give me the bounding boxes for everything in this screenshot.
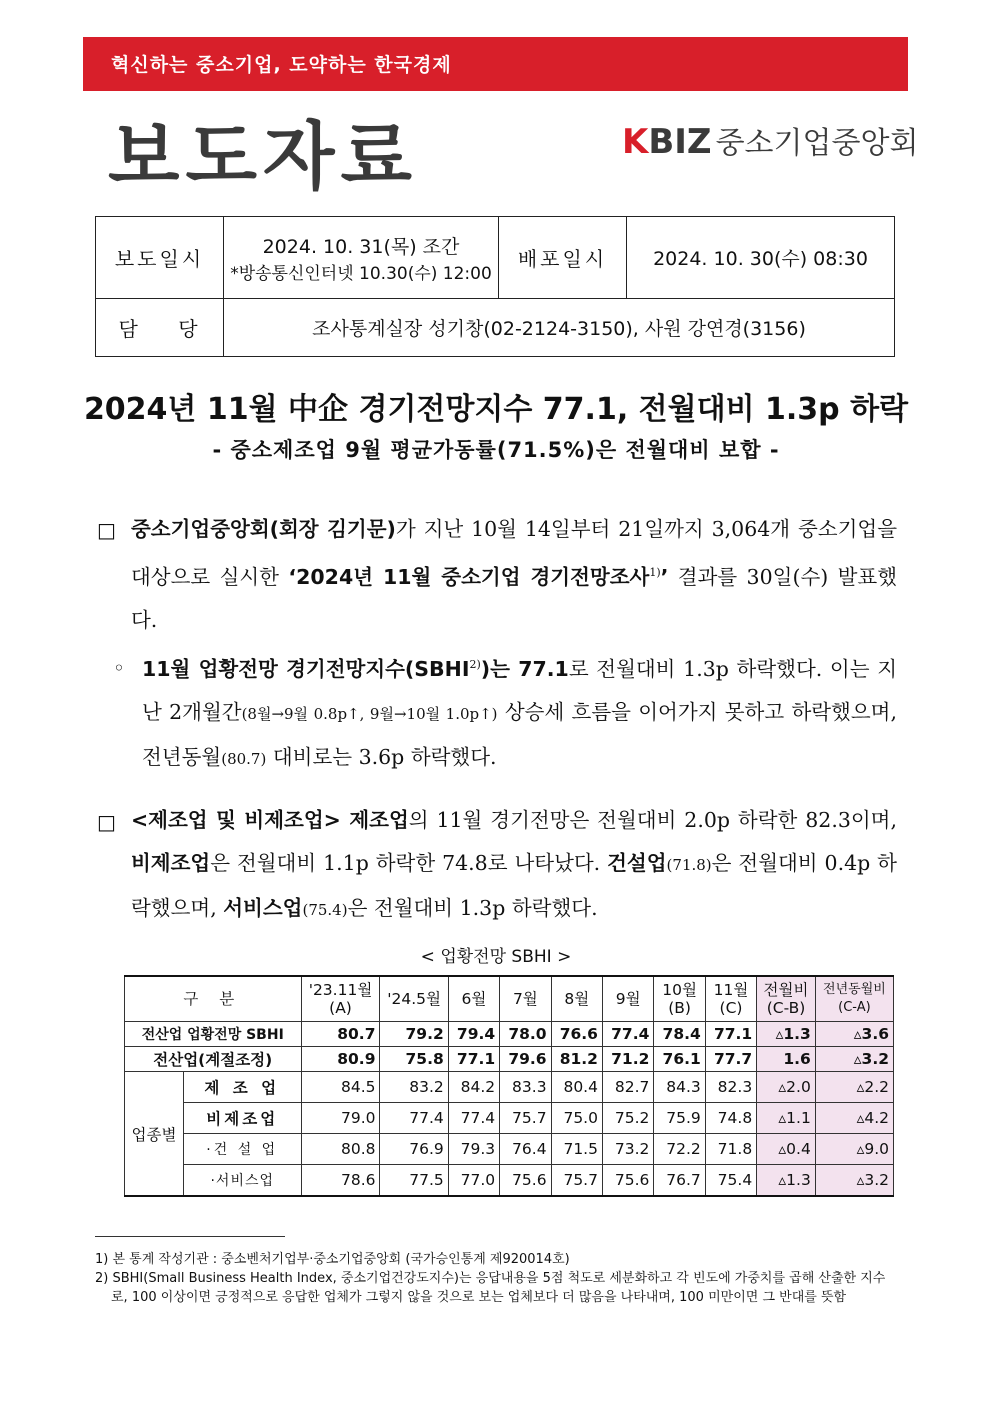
table-cell: 76.9 <box>380 1134 448 1165</box>
table-cell: ▵3.2 <box>815 1165 893 1197</box>
table-cell: 75.9 <box>654 1103 705 1134</box>
table-cell: 78.4 <box>654 1022 705 1047</box>
header-col-yoy: 전년동월비 (C-A) <box>815 976 893 1022</box>
p3-text-4: 은 전월대비 1.3p 하락했다. <box>347 896 598 920</box>
distribution-date-label: 배포일시 <box>499 217 627 299</box>
release-info-table <box>95 216 895 357</box>
table-cell: 79.4 <box>448 1022 499 1047</box>
p2-bold-2: )는 77.1 <box>480 656 569 681</box>
table-cell: 82.7 <box>602 1072 653 1103</box>
table-cell: 77.5 <box>380 1165 448 1197</box>
table-cell: 82.3 <box>705 1072 756 1103</box>
table-row <box>125 1103 894 1134</box>
table-cell: 75.4 <box>705 1165 756 1197</box>
row-label: 전산업 업황전망 SBHI <box>125 1022 302 1047</box>
row-label: 비제조업 <box>184 1103 302 1134</box>
sbhi-table <box>124 975 894 1197</box>
table-caption: < 업황전망 SBHI > <box>420 947 572 967</box>
table-cell: 77.4 <box>602 1022 653 1047</box>
table-cell: 80.7 <box>301 1022 380 1047</box>
table-cell: 75.7 <box>551 1165 602 1197</box>
header-col: 6월 <box>448 976 499 1022</box>
table-cell: 77.4 <box>380 1103 448 1134</box>
table-cell: ▵1.3 <box>757 1022 816 1047</box>
table-cell: 79.6 <box>500 1047 551 1072</box>
header-col: 9월 <box>602 976 653 1022</box>
table-cell: 75.2 <box>602 1103 653 1134</box>
table-cell: 1.6 <box>757 1047 816 1072</box>
footnote-divider <box>95 1236 285 1237</box>
header-col: '24.5월 <box>380 976 448 1022</box>
p1-footnote-ref: 1) <box>649 566 661 579</box>
p1-bold-2: ‘2024년 11월 중소기업 경기전망조사 <box>288 564 650 589</box>
header-col-mom: 전월비 (C-B) <box>757 976 816 1022</box>
table-cell: 84.5 <box>301 1072 380 1103</box>
subheadline: - 중소제조업 9월 평균가동률(71.5%)은 전월대비 보합 - <box>212 438 780 462</box>
table-cell: 75.6 <box>602 1165 653 1197</box>
table-cell: ▵3.2 <box>815 1047 893 1072</box>
kbiz-logo <box>622 118 918 162</box>
table-cell: 71.5 <box>551 1134 602 1165</box>
table-cell: 72.2 <box>654 1134 705 1165</box>
table-cell: ▵3.6 <box>815 1022 893 1047</box>
table-cell: 75.0 <box>551 1103 602 1134</box>
table-cell: 76.6 <box>551 1022 602 1047</box>
page-title: 보도자료 <box>108 114 418 200</box>
p3-bold-1: <제조업 및 비제조업> 제조업 <box>131 808 409 832</box>
table-cell: ▵4.2 <box>815 1103 893 1134</box>
p2-footnote-ref: 2) <box>469 658 481 671</box>
table-cell: 76.4 <box>500 1134 551 1165</box>
table-cell: 78.0 <box>500 1022 551 1047</box>
table-cell: 78.6 <box>301 1165 380 1197</box>
table-cell: 83.2 <box>380 1072 448 1103</box>
header-col: 8월 <box>551 976 602 1022</box>
p2-bold-1: 11월 업황전망 경기전망지수(SBHI <box>142 656 470 681</box>
footnotes <box>95 1250 900 1307</box>
release-date-value: 2024. 10. 31(목) 조간 <box>262 235 460 258</box>
table-cell: 77.0 <box>448 1165 499 1197</box>
table-cell: 74.8 <box>705 1103 756 1134</box>
p1-bold-3: ’ <box>660 564 669 589</box>
table-header-row <box>125 976 894 1022</box>
table-cell: 75.8 <box>380 1047 448 1072</box>
distribution-date-value: 2024. 10. 30(수) 08:30 <box>627 217 895 299</box>
p1-bold-1: 중소기업중앙회(회장 김기문) <box>131 517 396 541</box>
contact-value: 조사통계실장 성기창(02-2124-3150), 사원 강연경(3156) <box>224 299 895 357</box>
table-cell: 71.8 <box>705 1134 756 1165</box>
table-cell: 84.3 <box>654 1072 705 1103</box>
row-label: 전산업(계절조정) <box>125 1047 302 1072</box>
table-cell: 80.4 <box>551 1072 602 1103</box>
table-cell: 79.0 <box>301 1103 380 1134</box>
p3-bold-3: 건설업 <box>607 851 667 875</box>
table-cell: ▵2.0 <box>757 1072 816 1103</box>
row-label: 제 조 업 <box>184 1072 302 1103</box>
p3-small-2: (75.4) <box>302 901 348 919</box>
table-cell: 71.2 <box>602 1047 653 1072</box>
p3-small-1: (71.8) <box>666 856 712 874</box>
p2-text-1: 로 전월대비 1.3p 하락했다. 이는 지난 2개월간 <box>142 656 897 724</box>
table-cell: 77.7 <box>705 1047 756 1072</box>
p2-small-1: (8월→9월 0.8p↑, 9월→10월 1.0p↑) <box>241 704 498 723</box>
p2-small-2: (80.7) <box>221 749 267 768</box>
table-row <box>125 1072 894 1103</box>
logo-k: K <box>622 122 649 162</box>
table-cell: 75.7 <box>500 1103 551 1134</box>
row-label: ·서비스업 <box>184 1165 302 1197</box>
release-date-broadcast: *방송통신인터넷 10.30(수) 12:00 <box>230 263 492 284</box>
table-cell: 77.1 <box>448 1047 499 1072</box>
table-cell: 79.3 <box>448 1134 499 1165</box>
table-cell: 73.2 <box>602 1134 653 1165</box>
row-label: ·건 설 업 <box>184 1134 302 1165</box>
logo-biz: BIZ <box>648 122 712 162</box>
header-banner <box>83 37 908 91</box>
p3-text-1: 의 11월 경기전망은 전월대비 2.0p 하락한 82.3이며, <box>408 808 897 832</box>
table-cell: 84.2 <box>448 1072 499 1103</box>
p2-text-2: 상승세 흐름을 이어가지 못하고 하락했으며, 전년동월 <box>142 699 897 769</box>
table-cell: 77.4 <box>448 1103 499 1134</box>
table-cell: 80.9 <box>301 1047 380 1072</box>
release-date-cell <box>224 217 499 299</box>
p3-bold-2: 비제조업 <box>131 851 211 875</box>
table-row <box>125 1047 894 1072</box>
header-col: '23.11월 (A) <box>301 976 380 1022</box>
p3-text-2: 은 전월대비 1.1p 하락한 74.8로 나타났다. <box>210 851 608 875</box>
release-date-label: 보도일시 <box>96 217 224 299</box>
group-label: 업종별 <box>125 1072 184 1197</box>
table-cell: 79.2 <box>380 1022 448 1047</box>
contact-label: 담 당 <box>96 299 224 357</box>
footnote-1: 1) 본 통계 작성기관 : 중소벤처기업부·중소기업중앙회 (국가승인통계 제920014호) <box>95 1252 570 1267</box>
table-cell: 76.1 <box>654 1047 705 1072</box>
p2-text-3: 대비로는 3.6p 하락했다. <box>266 744 497 769</box>
square-bullet: □ <box>97 810 116 834</box>
table-cell: 80.8 <box>301 1134 380 1165</box>
header-col: 10월 (B) <box>654 976 705 1022</box>
table-cell: ▵1.3 <box>757 1165 816 1197</box>
headline: 2024년 11월 中企 경기전망지수 77.1, 전월대비 1.3p 하락 <box>83 392 909 427</box>
footnote-2: 2) SBHI(Small Business Health Index, 중소기업건강도지수)는 응답내용을 5점 척도로 세분화하고 각 빈도에 가중치를 곱해 산출한 지수로, 100 이상이면 긍정적으로 응답한 업체가 그렇지 않을 것으로 보는 업체보다 더 많음을 나타내며, 100 미만이면 그 반대를 뜻함 <box>95 1271 886 1305</box>
p1-text-1: 가 지난 10월 14일부터 21일까지 3,064개 중소기업을 대상으로 실시한 <box>131 517 898 589</box>
table-cell: ▵9.0 <box>815 1134 893 1165</box>
table-cell: 75.6 <box>500 1165 551 1197</box>
logo-org-name: 중소기업중앙회 <box>715 126 919 161</box>
header-col: 7월 <box>500 976 551 1022</box>
table-row <box>125 1022 894 1047</box>
header-category: 구 분 <box>125 976 302 1022</box>
table-cell: ▵2.2 <box>815 1072 893 1103</box>
paragraph-3 <box>131 799 897 932</box>
square-bullet: □ <box>97 518 116 542</box>
table-cell: 76.7 <box>654 1165 705 1197</box>
paragraph-2 <box>142 643 897 781</box>
table-cell: 83.3 <box>500 1072 551 1103</box>
table-cell: 77.1 <box>705 1022 756 1047</box>
table-row <box>125 1165 894 1197</box>
circle-bullet: ◦ <box>113 656 125 680</box>
table-cell: ▵0.4 <box>757 1134 816 1165</box>
table-cell: ▵1.1 <box>757 1103 816 1134</box>
p3-text-3: 은 전월대비 0.4p 하락했으며, <box>131 851 897 920</box>
header-col: 11월 (C) <box>705 976 756 1022</box>
p1-text-2: 결과를 30일(수) 발표했다. <box>131 564 898 632</box>
banner-slogan: 혁신하는 중소기업, 도약하는 한국경제 <box>111 54 452 76</box>
paragraph-1 <box>131 508 897 642</box>
p3-bold-4: 서비스업 <box>223 896 303 920</box>
table-cell: 81.2 <box>551 1047 602 1072</box>
table-row <box>125 1134 894 1165</box>
